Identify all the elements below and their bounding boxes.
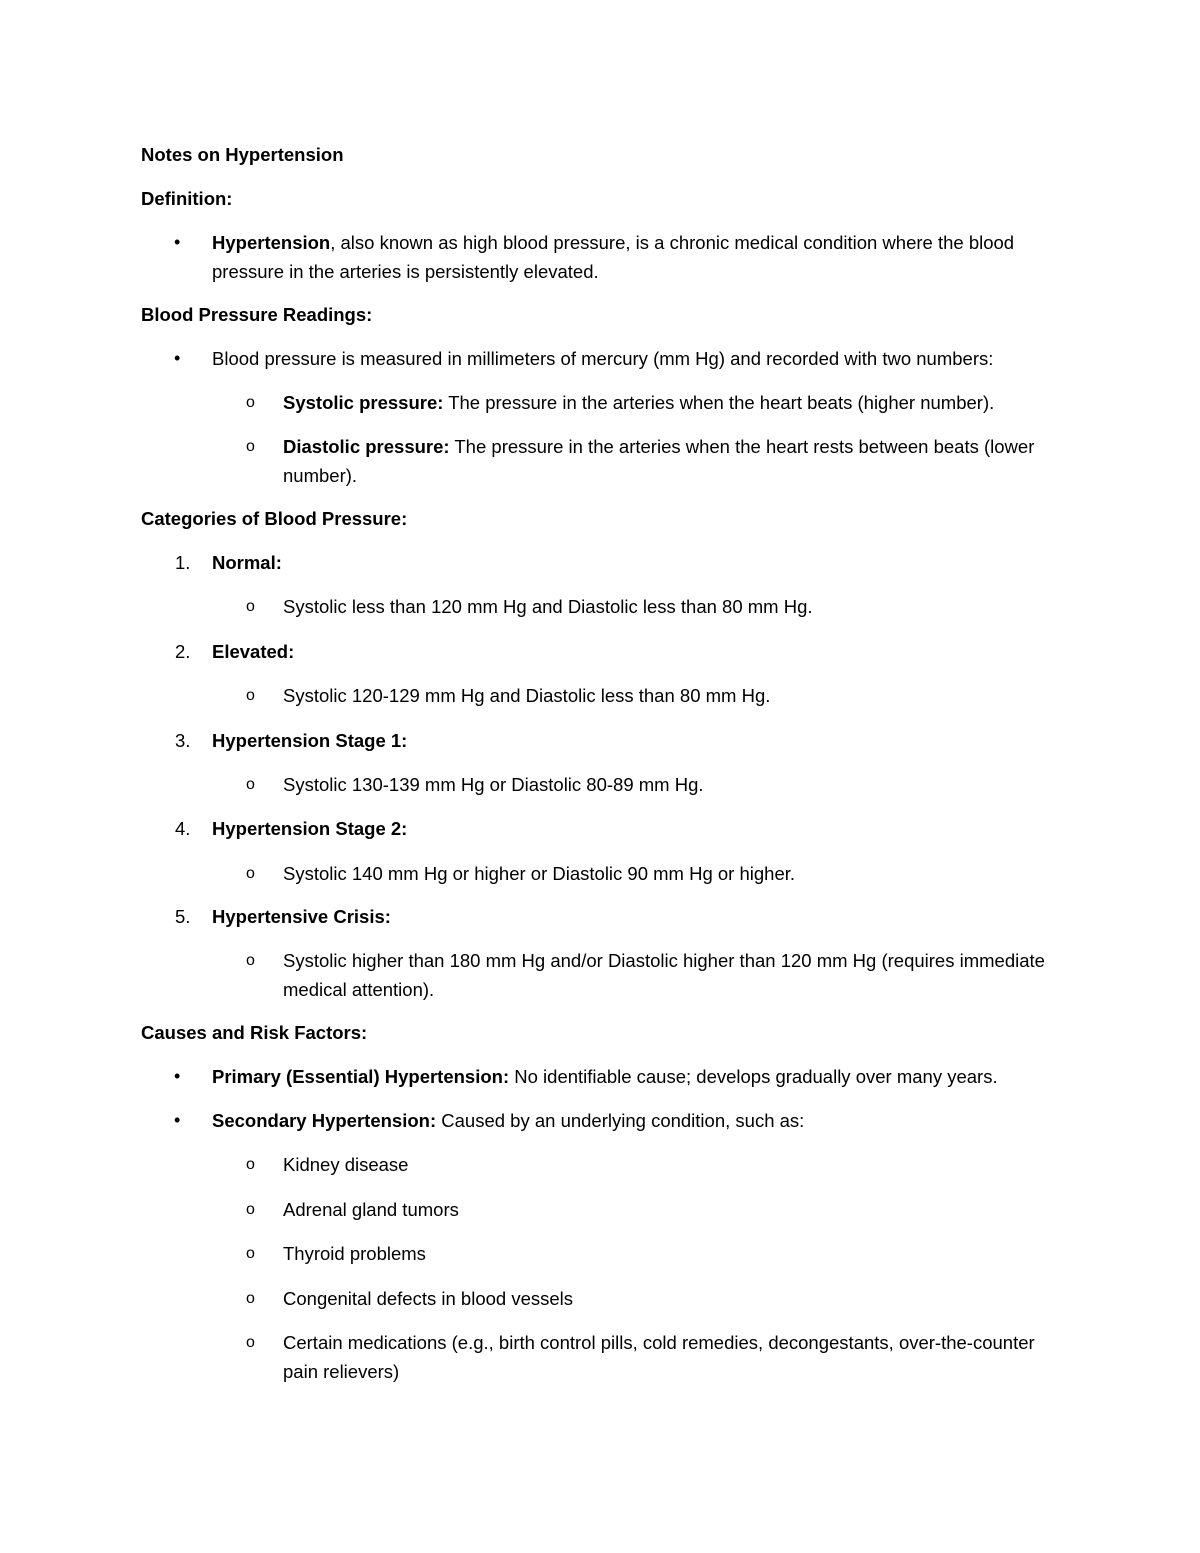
category-label: Hypertension Stage 1: [212,730,408,751]
condition-text: Adrenal gland tumors [283,1199,459,1220]
condition-text: Kidney disease [283,1154,409,1175]
category-detail [141,946,1061,1004]
primary-text: No identifiable cause; develops gradually over many years. [509,1066,998,1087]
category-detail-text: Systolic 130-139 mm Hg or Diastolic 80-89 mm Hg. [283,774,704,795]
sub-marker: o [246,438,255,455]
document-body [141,140,1061,1386]
list-number: 4. [175,818,191,839]
category-detail [141,770,1061,799]
list-number: 5. [175,906,191,927]
sub-marker: o [246,1201,255,1218]
definition-text: , also known as high blood pressure, is a chronic medical condition where the blood pressure in the arteries is persistently elevated. [212,232,1015,282]
category-detail [141,859,1061,888]
definition-heading: Definition: [141,188,233,209]
bullet-marker: • [174,348,181,368]
category-label: Normal: [212,552,282,573]
category-item [141,637,1061,666]
condition-text: Thyroid problems [283,1243,426,1264]
diastolic-term: Diastolic pressure: [283,436,450,457]
systolic-term: Systolic pressure: [283,392,444,413]
sub-marker: o [246,1290,255,1307]
list-number: 3. [175,730,191,751]
causes-heading: Causes and Risk Factors: [141,1022,368,1043]
condition-item [141,1284,1061,1313]
secondary-text: Caused by an underlying condition, such as: [436,1110,805,1131]
category-item [141,726,1061,755]
list-number: 1. [175,552,191,573]
category-detail [141,681,1061,710]
primary-item [141,1062,1061,1091]
sub-marker: o [246,776,255,793]
sub-marker: o [246,1245,255,1262]
systolic-text: The pressure in the arteries when the heart beats (higher number). [443,392,995,413]
condition-item [141,1328,1061,1386]
condition-text: Certain medications (e.g., birth control pills, cold remedies, decongestants, over-the-counter pain relievers) [283,1332,1035,1382]
category-item [141,548,1061,577]
secondary-item [141,1106,1061,1135]
diastolic-item [141,432,1061,490]
document-title: Notes on Hypertension [141,144,344,165]
bullet-marker: • [174,1066,181,1086]
category-detail-text: Systolic less than 120 mm Hg and Diastolic less than 80 mm Hg. [283,596,813,617]
condition-item [141,1239,1061,1268]
sub-marker: o [246,394,255,411]
sub-marker: o [246,865,255,882]
readings-intro-item [141,344,1061,373]
condition-item [141,1195,1061,1224]
category-detail-text: Systolic 140 mm Hg or higher or Diastolic 90 mm Hg or higher. [283,863,796,884]
category-detail [141,592,1061,621]
readings-intro: Blood pressure is measured in millimeters of mercury (mm Hg) and recorded with two numbers: [212,348,994,369]
sub-marker: o [246,952,255,969]
definition-item [141,228,1061,286]
bullet-marker: • [174,232,181,252]
category-label: Hypertension Stage 2: [212,818,408,839]
categories-heading: Categories of Blood Pressure: [141,508,408,529]
category-item [141,814,1061,843]
category-label: Hypertensive Crisis: [212,906,391,927]
category-detail-text: Systolic 120-129 mm Hg and Diastolic less than 80 mm Hg. [283,685,771,706]
list-number: 2. [175,641,191,662]
systolic-item [141,388,1061,417]
definition-term: Hypertension [212,232,331,253]
bullet-marker: • [174,1110,181,1130]
sub-marker: o [246,1156,255,1173]
readings-heading: Blood Pressure Readings: [141,304,373,325]
sub-marker: o [246,687,255,704]
category-label: Elevated: [212,641,295,662]
category-item [141,902,1061,931]
primary-term: Primary (Essential) Hypertension: [212,1066,510,1087]
secondary-term: Secondary Hypertension: [212,1110,437,1131]
diastolic-text: The pressure in the arteries when the heart rests between beats (lower number). [283,436,1035,486]
sub-marker: o [246,1334,255,1351]
condition-text: Congenital defects in blood vessels [283,1288,574,1309]
category-detail-text: Systolic higher than 180 mm Hg and/or Diastolic higher than 120 mm Hg (requires immediate medical attention). [283,950,1045,1000]
condition-item [141,1150,1061,1179]
sub-marker: o [246,598,255,615]
